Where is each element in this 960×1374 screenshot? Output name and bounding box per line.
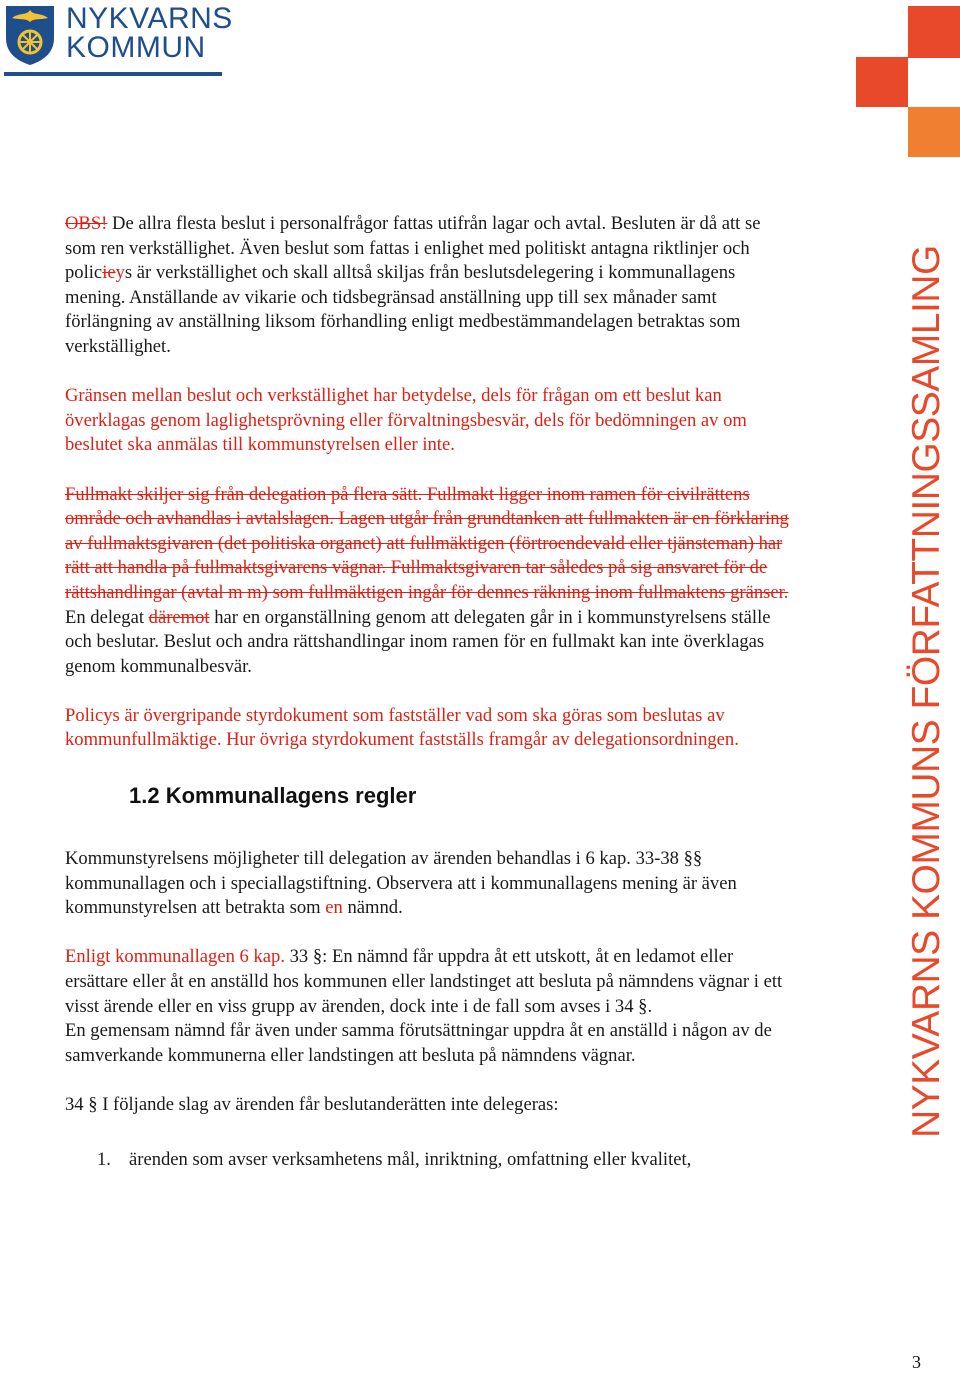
paragraph-boundary: Gränsen mellan beslut och verkställighet har betydelse, dels för frågan om ett beslut kan överklagas genom laglighetsprövning eller förvaltningsbesvär, dels för bedömningen av om beslutet ska anmälas till kommunstyrelsen eller inte. [65,385,747,456]
inserted-text: en [325,897,343,919]
paragraph-33-section: Enligt kommunallagen 6 kap. 33 §: En nämnd får uppdra åt ett utskott, åt en ledamot eller ersättare eller åt en anställd hos kommunen eller landstinget att besluta på nämndens vägnar i ett visst ärende eller en viss grupp av ärenden, dock inte i de fall som avses i 34 §. [65,946,783,1017]
org-name-line2: KOMMUN [66,31,206,64]
corner-square-top [908,6,960,58]
paragraph-fullmakt: Fullmakt skiljer sig från delegation på flera sätt. Fullmakt ligger inom ramen för civilrättens område och avhandlas i avtalslagen. Lagen utgår från grundtanken att fullmakten är en förklaring av fullmaktsgivaren (det politiska organet) att fullmäktigen (förtroendevald eller tjänsteman) har rätt att handla på fullmaktsgivarens vägnar. Fullmaktsgivaren tar således på sig ansvaret för de rättshandlingar (avtal m m) som fullmäktigen ingår för dennes räkning inom fullmaktens gränser. En delegat däremot har en organställning genom att delegaten går in i kommunstyrelsens ställe och beslutar. Beslut och andra rättshandlingar inom ramen för en fullmakt kan inte överklagas genom kommunalbesvär. [65,483,789,677]
inserted-text: Enligt kommunallagen 6 kap. [65,946,285,968]
corner-square-middle [856,57,908,107]
deleted-text: ie [102,262,116,284]
paragraph-gemensam-namnd: En gemensam nämnd får även under samma förutsättningar uppdra åt en anställd i någon av de samverkande kommunerna eller landstingen att besluta på nämndens vägnar. [65,1020,772,1066]
list-item: 1. ärenden som avser verksamhetens mål, inriktning, omfattning eller kvalitet, [97,1148,692,1170]
paragraph-policys: Policys är övergripande styrdokument som fastställer vad som ska göras som beslutas av kommunfullmäktige. Hur övriga styrdokument fastställs framgår av delegationsordningen. [65,704,739,751]
side-label-collection-title: NYKVARNS KOMMUNS FÖRFATTNINGSSAMLING [905,245,948,1138]
paragraph-34-section: 34 § I följande slag av ärenden får beslutanderätten inte delegeras: [65,1094,559,1115]
inserted-text: y [115,262,125,284]
logo-underline [4,72,222,76]
org-name-line1: NYKVARNS [66,2,233,35]
document-body [65,212,795,1172]
paragraph-obs: OBS! De allra flesta beslut i personalfrågor fattas utifrån lagar och avtal. Besluten är då att se som ren verkställighet. Även beslut som fattas i enlighet med politiskt antagna riktlinjer och policieys är verkställighet och skall alltså skiljas från beslutsdelegering i kommunallagens mening. Anställande av vikarie och tidsbegränsad anställning upp till sex månader samt förlängning av anställning liksom förhandling enligt medbestämmandelagen betraktas som verkställighet. [65,213,761,357]
coat-of-arms-icon [4,4,56,66]
deleted-text: OBS! [65,213,108,234]
restriction-list [97,1148,795,1173]
nykvarns-kommun-logo [4,2,233,76]
page-number: 3 [912,1352,921,1372]
org-name [66,4,233,62]
paragraph-kommunstyrelsen: Kommunstyrelsens möjligheter till delegation av ärenden behandlas i 6 kap. 33-38 §§ kommunallagen och i speciallagstiftning. Observera att i kommunallagens mening är även kommunstyrelsen att betrakta som en nämnd. [65,848,737,919]
section-heading: 1.2 Kommunallagens regler [129,783,417,809]
corner-square-bottom [908,107,960,157]
deleted-text: Fullmakt skiljer sig från delegation på flera sätt. Fullmakt ligger inom ramen för civilrättens område och avhandlas i avtalslagen. Lagen utgår från grundtanken att fullmakten är en förklaring av fullmaktsgivaren (det politiska organet) att fullmäktigen (förtroendevald eller tjänsteman) har rätt att handla på fullmaktsgivarens vägnar. Fullmaktsgivaren tar således på sig ansvaret för de rättshandlingar (avtal m m) som fullmäktigen ingår för dennes räkning inom fullmaktens gränser. [65,483,789,603]
deleted-text: däremot [148,606,210,628]
